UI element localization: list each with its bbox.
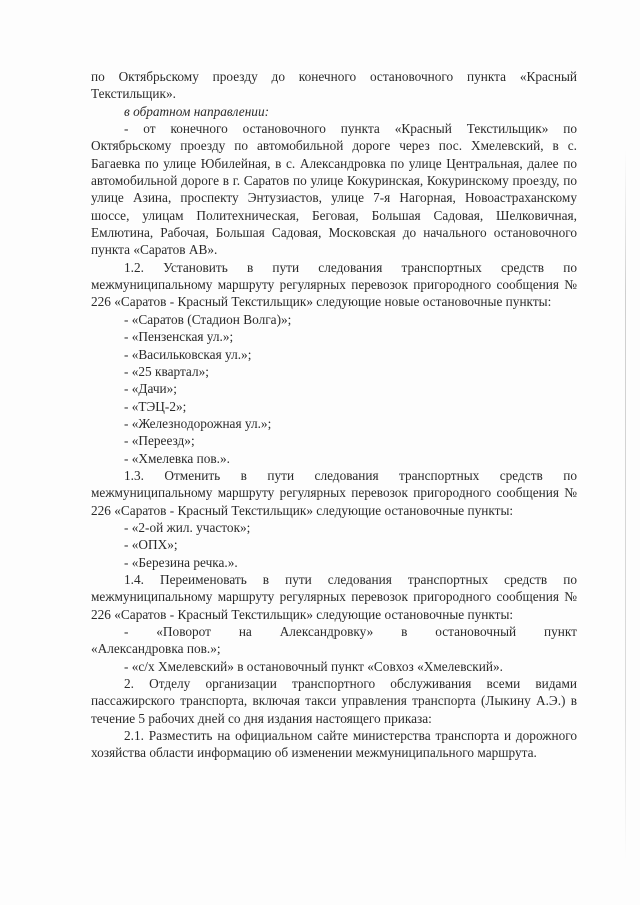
new-stop-item: - «Пензенская ул.»; <box>124 329 234 345</box>
route-line-2: Текстильщик». <box>91 86 176 102</box>
clause-2: 2. Отделу организации транспортного обслуживания всеми видами пассажирского транспорта, включая такси управления транспорта (Лыкину А.Э.) в течение 5 рабочих дней со дня издания настоящего приказа: <box>91 676 577 726</box>
cancelled-stop-item: - «ОПХ»; <box>124 537 178 553</box>
cancelled-stop-item: - «2-ой жил. участок»; <box>124 519 251 535</box>
new-stop-item: - «Переезд»; <box>124 433 195 449</box>
new-stop-item: - «Хмелевка пов.». <box>124 450 230 466</box>
return-direction-heading: в обратном направлении: <box>124 103 270 119</box>
rename-item-1-line-2: «Александровка пов.»; <box>91 641 221 657</box>
cancelled-stop-item: - «Березина речка.». <box>124 554 238 570</box>
clause-1-4: 1.4. Переименовать в пути следования транспортных средств по межмуниципальному маршруту регулярных перевозок пригородного сообщения № 226 «Саратов - Красный Текстильщик» следующие остановочные пункты: <box>91 571 577 622</box>
rename-item-2: - «с/х Хмелевский» в остановочный пункт «Совхоз «Хмелевский». <box>124 658 503 674</box>
return-route-paragraph: - от конечного остановочного пункта «Красный Текстильщик» по Октябрьскому проезду по автомобильной дороге через пос. Хмелевский, в с. Багаевка по улице Юбилейная, в с. Александровка по улице Центральная, далее по автомобильной дороге в г. Саратов по улице Кокуринская, Кокуринскому проезду, по улице Азина, проспекту Энтузиастов, улице 7-я Нагорная, Новоастраханскому шоссе, улицам Политехническая, Беговая, Большая Садовая, Шелковичная, Емлютина, Рабочая, Большая Садовая, Московская до начального остановочного пункта «Саратов АВ». <box>91 121 577 258</box>
new-stop-item: - «ТЭЦ-2»; <box>124 398 187 414</box>
new-stop-item: - «25 квартал»; <box>124 363 209 379</box>
clause-1-3: 1.3. Отменить в пути следования транспортных средств по межмуниципальному маршруту регулярных перевозок пригородного сообщения № 226 «Саратов - Красный Текстильщик» следующие остановочные пункты: <box>91 467 577 518</box>
new-stop-item: - «Железнодорожная ул.»; <box>124 415 272 431</box>
new-stop-item: - «Саратов (Стадион Волга)»; <box>124 311 292 327</box>
scan-edge-line <box>625 150 626 860</box>
document-body <box>91 68 577 762</box>
route-line-1: по Октябрьскому проезду до конечного остановочного пункта «Красный <box>91 69 577 84</box>
new-stop-item: - «Дачи»; <box>124 381 177 397</box>
rename-item-1-line-1: - «Поворот на Александровку» в остановочный пункт <box>124 624 577 639</box>
clause-1-2: 1.2. Установить в пути следования транспортных средств по межмуниципальному маршруту регулярных перевозок пригородного сообщения № 226 «Саратов - Красный Текстильщик» следующие новые остановочные пункты: <box>91 259 577 310</box>
new-stop-item: - «Васильковская ул.»; <box>124 346 252 362</box>
clause-2-1: 2.1. Разместить на официальном сайте министерства транспорта и дорожного хозяйства области информацию об изменении межмуниципального маршрута. <box>91 728 577 761</box>
